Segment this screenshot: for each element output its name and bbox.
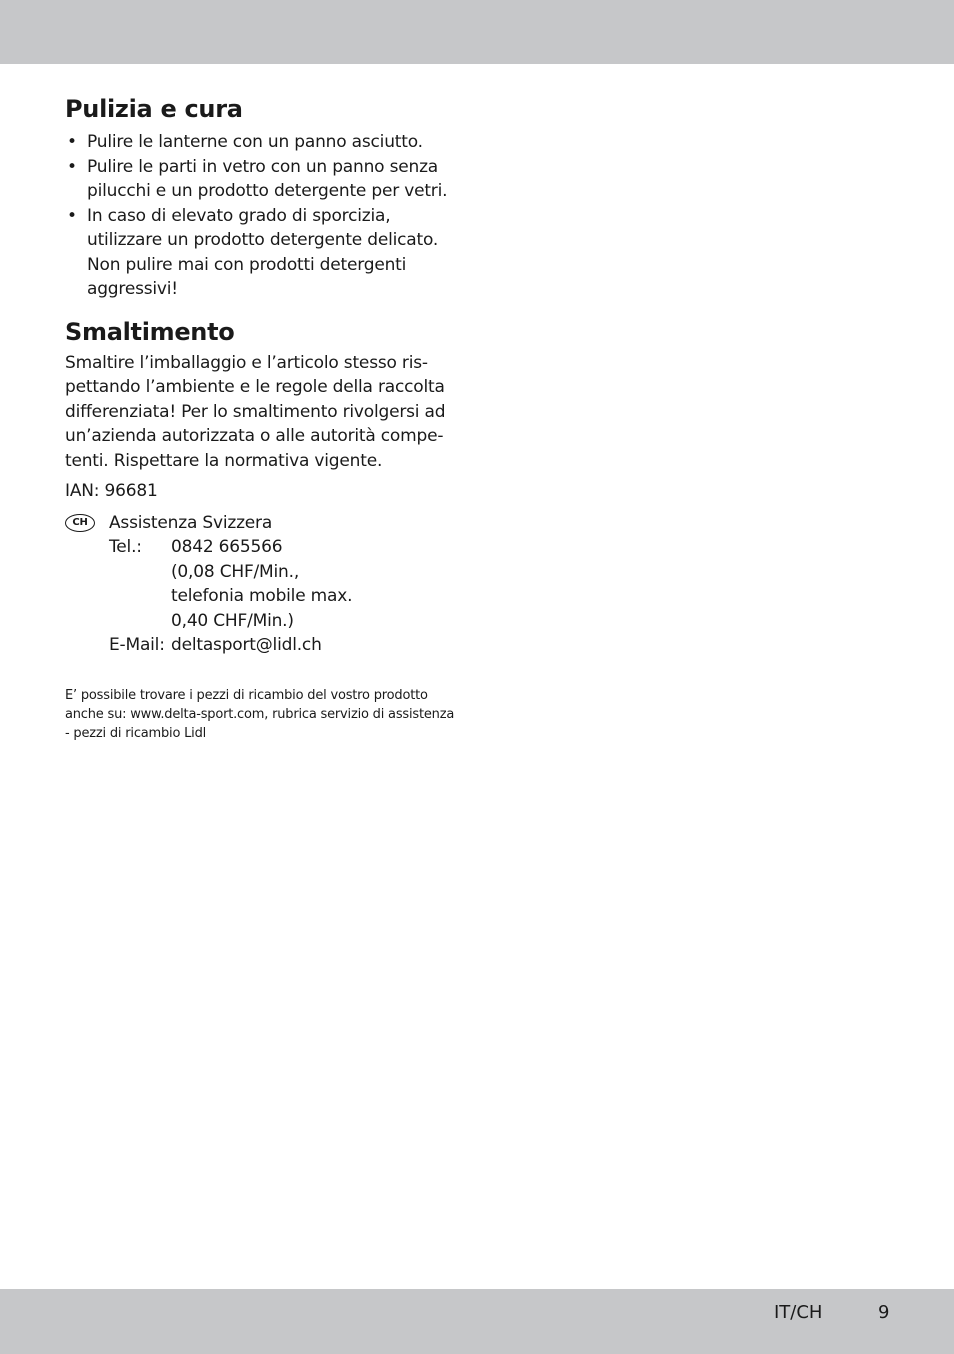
bullet-line: Non pulire mai con prodotti detergenti <box>87 254 407 275</box>
tel-number: 0842 665566 <box>171 537 283 557</box>
note-line: E’ possibile trovare i pezzi di ricambio del vostro prodotto <box>65 687 428 703</box>
section-title-disposal: Smaltimento <box>65 317 235 346</box>
header-band <box>0 0 954 64</box>
bullet-line: Pulire le parti in vetro con un panno senza <box>87 156 439 177</box>
tel-label: Tel.: <box>109 537 142 557</box>
spare-parts-note <box>65 686 455 743</box>
tel-rate-line: 0,40 CHF/Min.) <box>171 610 294 631</box>
bullet-dot: • <box>67 156 77 177</box>
note-line: anche su: www.delta-sport.com, rubrica servizio di assistenza <box>65 706 455 722</box>
paragraph-line: un’azienda autorizzata o alle autorità compe- <box>65 426 444 446</box>
note-line: - pezzi di ricambio Lidl <box>65 725 207 741</box>
email-label: E-Mail: <box>109 635 165 655</box>
bullet-line: aggressivi! <box>87 279 178 299</box>
tel-rate-line: (0,08 CHF/Min., <box>171 561 300 582</box>
contact-block <box>65 511 450 661</box>
care-bullet-list <box>65 130 450 302</box>
section-title-care: Pulizia e cura <box>65 95 243 123</box>
content-column <box>65 92 455 743</box>
bullet-item <box>65 130 450 155</box>
email-address: deltasport@lidl.ch <box>171 635 322 655</box>
ian-number: IAN: 96681 <box>65 481 158 501</box>
bullet-dot: • <box>67 132 77 152</box>
page-number: 9 <box>878 1302 890 1323</box>
disposal-paragraph <box>65 351 450 474</box>
paragraph-line: tenti. Rispettare la normativa vigente. <box>65 450 383 471</box>
footer-language: IT/CH <box>774 1302 823 1323</box>
bullet-line: In caso di elevato grado di sporcizia, <box>87 205 391 226</box>
service-name: Assistenza Svizzera <box>109 512 273 533</box>
tel-rate-line: telefonia mobile max. <box>171 586 353 606</box>
country-badge-ch: CH <box>65 514 95 532</box>
bullet-line: Pulire le lanterne con un panno asciutto. <box>87 132 423 152</box>
bullet-line: utilizzare un prodotto detergente delicato. <box>87 230 439 250</box>
bullet-item <box>65 204 450 302</box>
bullet-dot: • <box>67 205 77 226</box>
bullet-line: pilucchi e un prodotto detergente per vetri. <box>87 181 448 201</box>
contact-lines <box>109 511 352 658</box>
paragraph-line: differenziata! Per lo smaltimento rivolgersi ad <box>65 401 446 422</box>
bullet-item <box>65 155 450 204</box>
paragraph-line: Smaltire l’imballaggio e l’articolo stesso ris- <box>65 352 428 373</box>
paragraph-line: pettando l’ambiente e le regole della raccolta <box>65 377 445 397</box>
